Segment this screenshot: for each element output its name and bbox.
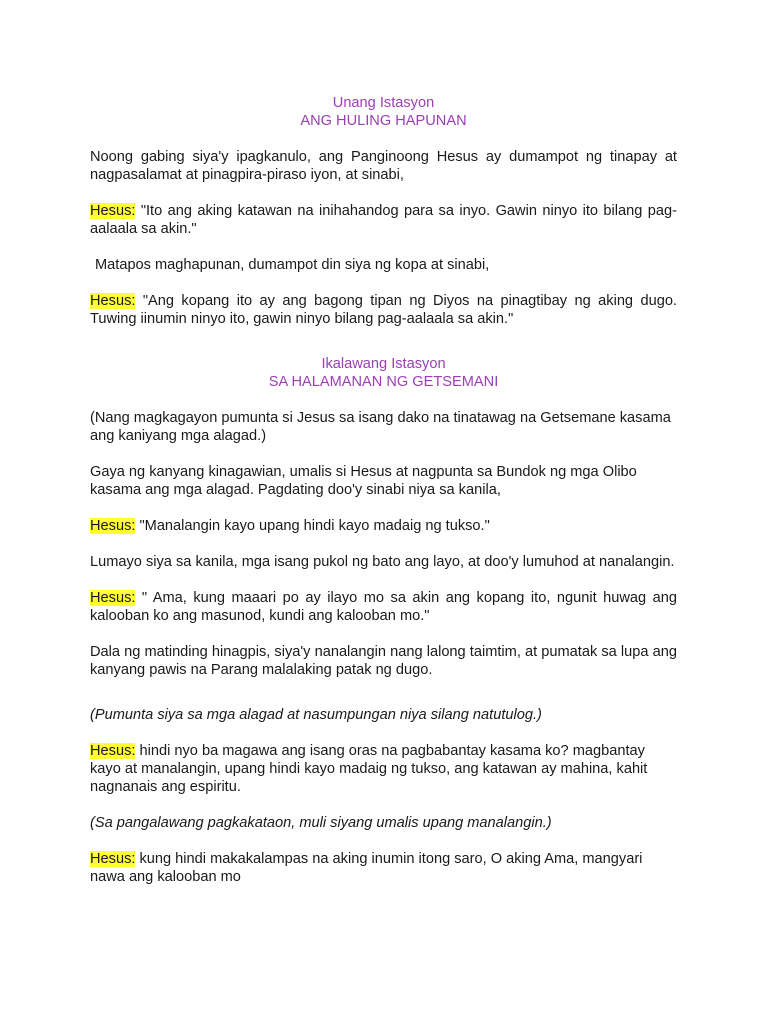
dialogue-text: hindi nyo ba magawa ang isang oras na pagbabantay kasama ko? magbantay kayo at manalangin, upang hindi kayo madaig ng tukso, ang katawan ay mahina, kahit nagnanais ang espiritu. bbox=[90, 743, 648, 795]
speaker-label: Hesus: bbox=[90, 293, 136, 309]
station2-title: SA HALAMANAN NG GETSEMANI bbox=[268, 374, 499, 390]
station1-paragraph-1: Noong gabing siya'y ipagkanulo, ang Panginoong Hesus ay dumampot ng tinapay at nagpasalamat at pinagpira-piraso iyon, at sinabi, bbox=[90, 149, 677, 183]
dialogue-text: "Ang kopang ito ay ang bagong tipan ng Diyos na pinagtibay ng aking dugo. Tuwing iinumin ninyo ito, gawin ninyo bilang pag-aalaala sa akin." bbox=[90, 293, 677, 327]
dialogue-text: " Ama, kung maaari po ay ilayo mo sa akin ang kopang ito, ngunit huwag ang kalooban ko ang masunod, kundi ang kalooban mo." bbox=[90, 590, 677, 624]
station2-paragraph-3: Lumayo siya sa kanila, mga isang pukol ng bato ang layo, at doo'y lumuhod at nanalangin. bbox=[90, 554, 675, 570]
station2-dialogue-4 bbox=[90, 850, 677, 886]
station2-dialogue-1 bbox=[90, 517, 677, 535]
station2-dialogue-2 bbox=[90, 589, 677, 625]
speaker-label: Hesus: bbox=[90, 851, 136, 867]
station1-dialogue-2 bbox=[90, 292, 677, 328]
station2-paragraph-1: (Nang magkagayon pumunta si Jesus sa isang dako na tinatawag na Getsemane kasama ang kaniyang mga alagad.) bbox=[90, 410, 671, 444]
document-page bbox=[90, 94, 677, 904]
station1-dialogue-1 bbox=[90, 202, 677, 238]
station2-label: Ikalawang Istasyon bbox=[321, 356, 446, 372]
station1-paragraph-2: Matapos maghapunan, dumampot din siya ng kopa at sinabi, bbox=[95, 257, 490, 273]
dialogue-text: "Manalangin kayo upang hindi kayo madaig ng tukso." bbox=[135, 518, 490, 534]
station2-paragraph-2: Gaya ng kanyang kinagawian, umalis si Hesus at nagpunta sa Bundok ng mga Olibo kasama ang mga alagad. Pagdating doo'y sinabi niya sa kanila, bbox=[90, 464, 637, 498]
speaker-label: Hesus: bbox=[90, 743, 136, 759]
station2-stage-direction-1: (Pumunta siya sa mga alagad at nasumpungan niya silang natutulog.) bbox=[90, 707, 542, 723]
dialogue-text: kung hindi makakalampas na aking inumin itong saro, O aking Ama, mangyari nawa ang kalooban mo bbox=[90, 851, 643, 885]
speaker-label: Hesus: bbox=[90, 590, 136, 606]
speaker-label: Hesus: bbox=[90, 203, 136, 219]
dialogue-text: "Ito ang aking katawan na inihahandog para sa inyo. Gawin ninyo ito bilang pag-aalaala sa akin." bbox=[90, 203, 677, 237]
station2-heading bbox=[90, 355, 677, 391]
station2-dialogue-3 bbox=[90, 742, 677, 796]
station1-heading bbox=[90, 94, 677, 130]
station1-title: ANG HULING HAPUNAN bbox=[300, 113, 467, 129]
station2-paragraph-4: Dala ng matinding hinagpis, siya'y nanalangin nang lalong taimtim, at pumatak sa lupa ang kanyang pawis na Parang malalaking patak ng dugo. bbox=[90, 644, 677, 678]
station2-stage-direction-2: (Sa pangalawang pagkakataon, muli siyang umalis upang manalangin.) bbox=[90, 815, 552, 831]
speaker-label: Hesus: bbox=[90, 518, 136, 534]
station1-label: Unang Istasyon bbox=[332, 95, 435, 111]
